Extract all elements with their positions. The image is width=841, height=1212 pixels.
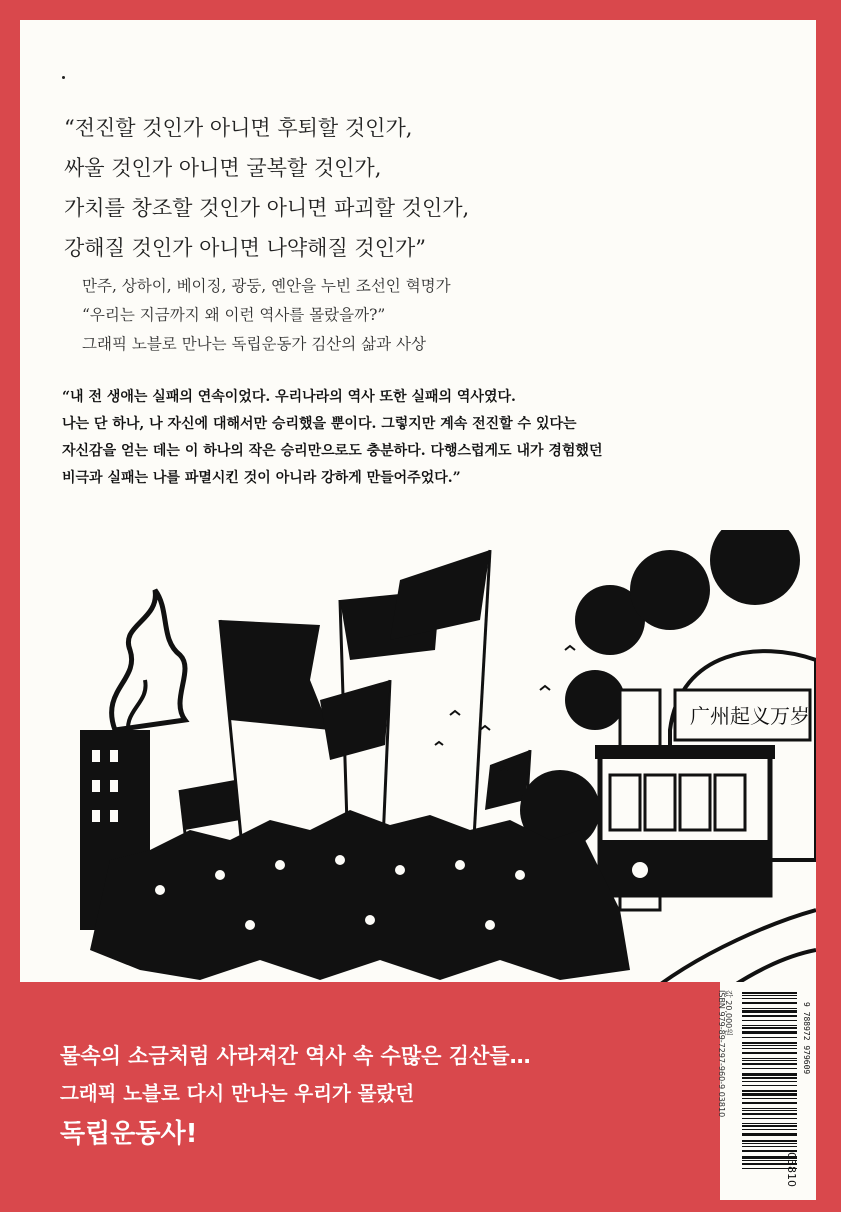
barcode-bar xyxy=(742,1025,797,1026)
barcode-bar xyxy=(742,1085,797,1086)
tree xyxy=(565,670,625,730)
barcode-bar xyxy=(742,1010,797,1013)
barcode-area xyxy=(717,982,816,1200)
flag xyxy=(390,550,490,640)
crowd-highlight xyxy=(455,860,465,870)
bird xyxy=(540,686,550,690)
barcode-bar xyxy=(742,1063,797,1065)
crowd-highlight xyxy=(275,860,285,870)
barcode-bar xyxy=(742,1031,797,1034)
promo-band xyxy=(20,982,816,1200)
tram-roof xyxy=(595,745,775,759)
barcode-bar xyxy=(742,1042,797,1044)
barcode-bar xyxy=(742,1140,797,1142)
flag xyxy=(220,620,330,730)
promo-text xyxy=(60,1038,531,1153)
bird xyxy=(565,646,575,650)
barcode-bar xyxy=(742,1045,797,1046)
barcode-bar xyxy=(742,1027,797,1029)
barcode-bar xyxy=(742,1108,797,1109)
barcode-digits: 9 788972 979609 xyxy=(802,1002,811,1075)
main-quote-line: 싸울 것인가 아니면 굴복할 것인가, xyxy=(64,156,382,180)
crowd-highlight xyxy=(485,920,495,930)
barcode-addon: 03810 xyxy=(785,1152,798,1187)
barcode-bar xyxy=(742,1090,797,1092)
tram-window xyxy=(680,775,710,830)
barcode-bar xyxy=(742,1133,797,1136)
tagline xyxy=(82,272,451,359)
ornament-dot xyxy=(62,76,65,79)
crowd-highlight xyxy=(515,870,525,880)
isbn-label: ISBN 979-89-7297-960-9 03810 xyxy=(717,990,726,1118)
barcode-bar xyxy=(742,1052,797,1054)
main-quote-line: 가치를 창조할 것인가 아니면 파괴할 것인가, xyxy=(64,196,470,220)
crowd-highlight xyxy=(365,915,375,925)
barcode xyxy=(742,992,812,1182)
promo-line: 그래픽 노블로 다시 만나는 우리가 몰랐던 xyxy=(60,1082,415,1105)
flag xyxy=(320,680,390,760)
barcode-bar xyxy=(742,1077,797,1079)
barcode-bar xyxy=(742,1068,797,1069)
barcode-bar xyxy=(742,998,797,999)
body-quote-line: 자신감을 얻는 데는 이 하나의 작은 승리만으로도 충분하다. 다행스럽게도 내가 경험했던 xyxy=(62,443,603,459)
smoke-plume xyxy=(112,590,185,730)
barcode-bar xyxy=(742,1118,797,1119)
tram-body-stripe xyxy=(600,840,770,895)
body-quote xyxy=(62,384,602,492)
body-quote-line: 나는 단 하나, 나 자신에 대해서만 승리했을 뿐이다. 그렇지만 계속 전진할 수 있다는 xyxy=(62,416,577,432)
barcode-bar xyxy=(742,1020,797,1021)
barcode-bar xyxy=(742,1125,797,1127)
crowd-highlight xyxy=(215,870,225,880)
body-quote-line: “내 전 생애는 실패의 연속이었다. 우리나라의 역사 또한 실패의 역사였다. xyxy=(62,389,516,405)
flag xyxy=(180,780,240,830)
promo-headline: 독립운동사! xyxy=(60,1119,198,1149)
barcode-bar xyxy=(742,1102,797,1104)
tram-window xyxy=(715,775,745,830)
bird xyxy=(450,711,460,715)
main-quote-line: “전진할 것인가 아니면 후퇴할 것인가, xyxy=(64,116,413,140)
crowd-highlight xyxy=(335,855,345,865)
barcode-bar xyxy=(742,1146,797,1147)
barcode-bar xyxy=(742,1073,797,1076)
barcode-bar xyxy=(742,1093,797,1096)
price-label: 값 20,000원 xyxy=(724,990,733,1036)
tagline-line: 만주, 상하이, 베이징, 광둥, 옌안을 누빈 조선인 혁명가 xyxy=(82,277,451,295)
book-info xyxy=(717,982,736,1200)
barcode-bar xyxy=(742,1081,797,1082)
main-quote xyxy=(64,108,764,268)
tree xyxy=(710,530,800,605)
book-back-cover xyxy=(20,20,816,1200)
tagline-line: 그래픽 노블로 만나는 독립운동가 김산의 삶과 사상 xyxy=(82,335,426,353)
body-quote-line: 비극과 실패는 나를 파멸시킨 것이 아니라 강하게 만들어주었다.” xyxy=(62,470,461,486)
tram-headlight xyxy=(632,862,648,878)
crowd-highlight xyxy=(245,920,255,930)
barcode-bar xyxy=(742,1015,797,1017)
protest-march-illustration xyxy=(20,530,816,1010)
bird xyxy=(435,742,443,745)
tree xyxy=(630,550,710,630)
barcode-bar xyxy=(742,1113,797,1115)
barcode-bar xyxy=(742,1098,797,1099)
tram-window xyxy=(610,775,640,830)
barcode-bar xyxy=(742,1123,797,1124)
barcode-bar xyxy=(742,1058,797,1059)
barcode-bar xyxy=(742,995,797,996)
barcode-bar xyxy=(742,1002,797,1004)
main-quote-line: 강해질 것인가 아니면 나약해질 것인가” xyxy=(64,236,427,260)
building-window xyxy=(92,750,100,762)
building-window xyxy=(110,750,118,762)
building-window xyxy=(92,780,100,792)
barcode-bar xyxy=(742,992,797,994)
tagline-line: “우리는 지금까지 왜 이런 역사를 몰랐을까?” xyxy=(82,306,386,324)
crowd-highlight xyxy=(155,885,165,895)
banner-text: 广州起义万岁 xyxy=(690,704,810,728)
crowd-highlight xyxy=(395,865,405,875)
barcode-bar xyxy=(742,1008,797,1009)
promo-line: 물속의 소금처럼 사라져간 역사 속 수많은 김산들… xyxy=(60,1044,531,1068)
building-window xyxy=(110,780,118,792)
tram-window xyxy=(645,775,675,830)
barcode-bar xyxy=(742,1060,797,1061)
barcode-bar xyxy=(742,1143,797,1144)
building-window xyxy=(110,810,118,822)
building-window xyxy=(92,810,100,822)
barcode-bar xyxy=(742,1037,797,1038)
barcode-bar xyxy=(742,1110,797,1111)
barcode-bar xyxy=(742,1048,797,1049)
barcode-bar xyxy=(742,1129,797,1130)
